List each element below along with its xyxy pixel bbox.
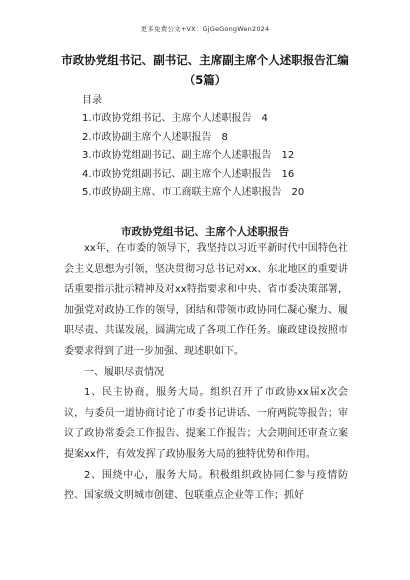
toc-item-text: 市政协党组书记、主席个人述职报告	[91, 113, 252, 124]
body-paragraph: 1、民主协商，服务大局。组织召开了市政协xx届x次会议，与委员一道协商讨论了市委书记讲话、一府两院等报告；审议了政协常委会工作报告、提案工作报告；大会期间还审查立案提案xx件，有效发挥了政协服务大局的独特优势和作用。	[64, 387, 348, 460]
toc-item[interactable]	[82, 147, 382, 166]
table-of-contents	[82, 92, 382, 203]
body-paragraph: 2、围绕中心，服务大局。积极组织政协同仁参与疫情防控、国家级文明城市创建、包联重点企业等工作；抓好	[64, 469, 348, 502]
section-title: 市政协党组书记、主席个人述职报告	[121, 226, 289, 238]
body-paragraph: xx年，在市委的领导下，我坚持以习近平新时代中国特色社会主义思想为引领，坚决贯彻习总书记对xx、东北地区的重要讲话重要指示批示精神及对xx特指要求和中央、省市委决策部署，加强党对政协工作的领导，团结和带领市政协同仁凝心聚力、履职尽责、共谋发展，圆满完成了各项工作任务。廉政建设按照市委要求得到了进一步加强、现述职如下。	[64, 243, 348, 357]
body-subheading: 一、履职尽责情况	[84, 366, 164, 378]
toc-item[interactable]	[82, 129, 382, 148]
toc-item[interactable]	[82, 166, 382, 185]
toc-item[interactable]	[82, 110, 382, 129]
toc-item-number: 2.	[82, 131, 92, 143]
document-title: 市政协党组书记、副书记、主席副主席个人述职报告汇编	[61, 53, 349, 67]
toc-item-text: 市政协副主席、市工商联主席个人述职报告	[91, 187, 282, 198]
toc-heading: 目录	[82, 95, 102, 106]
document-title-count: （5篇）	[183, 73, 227, 87]
toc-item-number: 3.	[82, 150, 92, 161]
toc-item-number: 5.	[82, 187, 92, 198]
toc-item-number: 1.	[82, 113, 92, 124]
toc-item-text: 市政协副主席个人述职报告	[91, 131, 212, 143]
toc-item-page: 12	[281, 150, 295, 161]
toc-item-page: 20	[291, 187, 305, 198]
toc-item-text: 市政协党组副书记、副主席个人述职报告	[91, 150, 272, 161]
toc-item-page: 16	[281, 168, 295, 180]
toc-item-page: 8	[221, 131, 228, 143]
header-note: 更多免费公文+VX：GjGeGongWen2024	[140, 25, 270, 33]
toc-item-text: 市政协党组副书记、副主席个人述职报告	[91, 168, 272, 180]
toc-item-number: 4.	[82, 168, 92, 180]
toc-item[interactable]	[82, 184, 382, 203]
toc-item-page: 4	[261, 113, 268, 124]
section-body	[64, 239, 348, 507]
